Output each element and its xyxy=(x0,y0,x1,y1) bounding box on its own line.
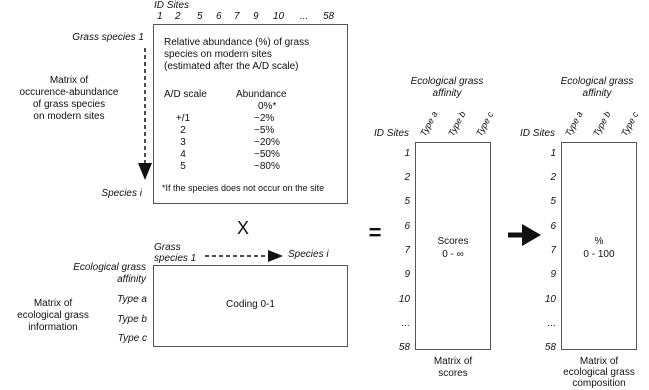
composition-type-a-col: Type a xyxy=(563,109,585,138)
coding-content: Coding 0-1 xyxy=(226,299,275,310)
site-id: 5 xyxy=(404,196,410,207)
composition-type-c-col: Type c xyxy=(619,110,641,138)
species-i-col-label: Species i xyxy=(288,249,329,260)
site-id: 2 xyxy=(550,172,556,183)
site-id: 7 xyxy=(550,245,556,256)
top-id-sites-header: ID Sites xyxy=(154,0,190,11)
site-id: 1 xyxy=(404,148,410,159)
site-id: 1 xyxy=(550,148,556,159)
abundance-title: Relative abundance (%) of grass species on modern sites (estimated after the A/D scale) xyxy=(164,37,310,72)
site-id: 58 xyxy=(323,11,335,22)
site-id: 7 xyxy=(234,11,240,22)
species-i-label: Species i xyxy=(101,188,142,199)
composition-type-b-col: Type b xyxy=(591,109,613,138)
abundance-header: Abundance xyxy=(236,89,287,100)
site-id: 58 xyxy=(398,342,410,353)
scale-value: ~50% xyxy=(254,149,280,160)
scores-matrix-caption: Matrix of scores xyxy=(433,356,473,379)
scores-box xyxy=(415,142,491,350)
occurrence-abundance-box xyxy=(153,24,348,204)
composition-matrix-caption: Matrix of ecological grass composition xyxy=(563,356,635,389)
composition-id-sites-header: ID Sites xyxy=(520,128,556,139)
site-id: 10 xyxy=(398,294,410,305)
scale-code: 2 xyxy=(180,125,186,136)
scale-value: 0%* xyxy=(258,101,277,112)
site-id: 5 xyxy=(197,11,203,22)
composition-content: % 0 - 100 xyxy=(583,236,615,260)
scores-id-sites-header: ID Sites xyxy=(374,128,410,139)
site-id: 6 xyxy=(216,11,222,22)
scores-type-a-col: Type a xyxy=(418,109,440,138)
scores-type-b-col: Type b xyxy=(446,109,468,138)
site-id: 9 xyxy=(550,269,556,280)
site-id: 6 xyxy=(550,221,556,232)
site-id: ... xyxy=(547,318,556,329)
grass-species-1-col-label: Grass species 1 xyxy=(154,242,197,264)
scale-code: +/1 xyxy=(175,113,191,124)
ecological-info-matrix-label: Matrix of ecological grass information xyxy=(17,298,89,333)
site-id: 58 xyxy=(544,342,556,353)
site-id: 9 xyxy=(253,11,259,22)
scale-code: 3 xyxy=(180,137,186,148)
type-c-row-label: Type c xyxy=(117,333,147,344)
scale-value: ~20% xyxy=(254,137,280,148)
site-id: 5 xyxy=(550,196,556,207)
site-id: 2 xyxy=(404,172,410,183)
species-down-arrow xyxy=(138,48,152,180)
equals-symbol: = xyxy=(368,220,382,245)
scale-value: ~5% xyxy=(254,125,275,136)
scale-value: ~80% xyxy=(254,161,280,172)
site-id: 6 xyxy=(404,221,410,232)
site-id: 1 xyxy=(157,11,163,22)
occurrence-matrix-label: Matrix of occurence-abundance of grass species on modern sites xyxy=(19,75,119,122)
composition-affinity-header: Ecological grass affinity xyxy=(560,76,634,99)
ecological-affinity-row-header: Ecological grass affinity xyxy=(73,262,146,285)
coding-box xyxy=(153,265,348,347)
species-right-arrow xyxy=(205,250,283,262)
ad-scale-header: A/D scale xyxy=(164,89,207,100)
site-id: 7 xyxy=(404,245,410,256)
scores-type-c-col: Type c xyxy=(474,110,496,138)
site-id: 9 xyxy=(404,269,410,280)
scale-code: 5 xyxy=(180,161,186,172)
site-id: 10 xyxy=(544,294,556,305)
abundance-footnote: *If the species does not occur on the site xyxy=(162,183,325,193)
multiply-symbol: X xyxy=(236,218,249,238)
site-id: 10 xyxy=(273,11,285,22)
site-id: 2 xyxy=(175,11,181,22)
type-b-row-label: Type b xyxy=(117,314,147,325)
grass-species-1-label: Grass species 1 xyxy=(72,32,144,43)
scores-content: Scores 0 - ∞ xyxy=(437,236,469,260)
scale-code: 4 xyxy=(180,149,186,160)
scores-affinity-header: Ecological grass affinity xyxy=(410,76,484,99)
composition-box xyxy=(561,142,637,350)
type-a-row-label: Type a xyxy=(117,294,147,305)
site-id: ... xyxy=(300,11,309,22)
scale-value: ~2% xyxy=(254,113,275,124)
site-id: ... xyxy=(401,318,410,329)
